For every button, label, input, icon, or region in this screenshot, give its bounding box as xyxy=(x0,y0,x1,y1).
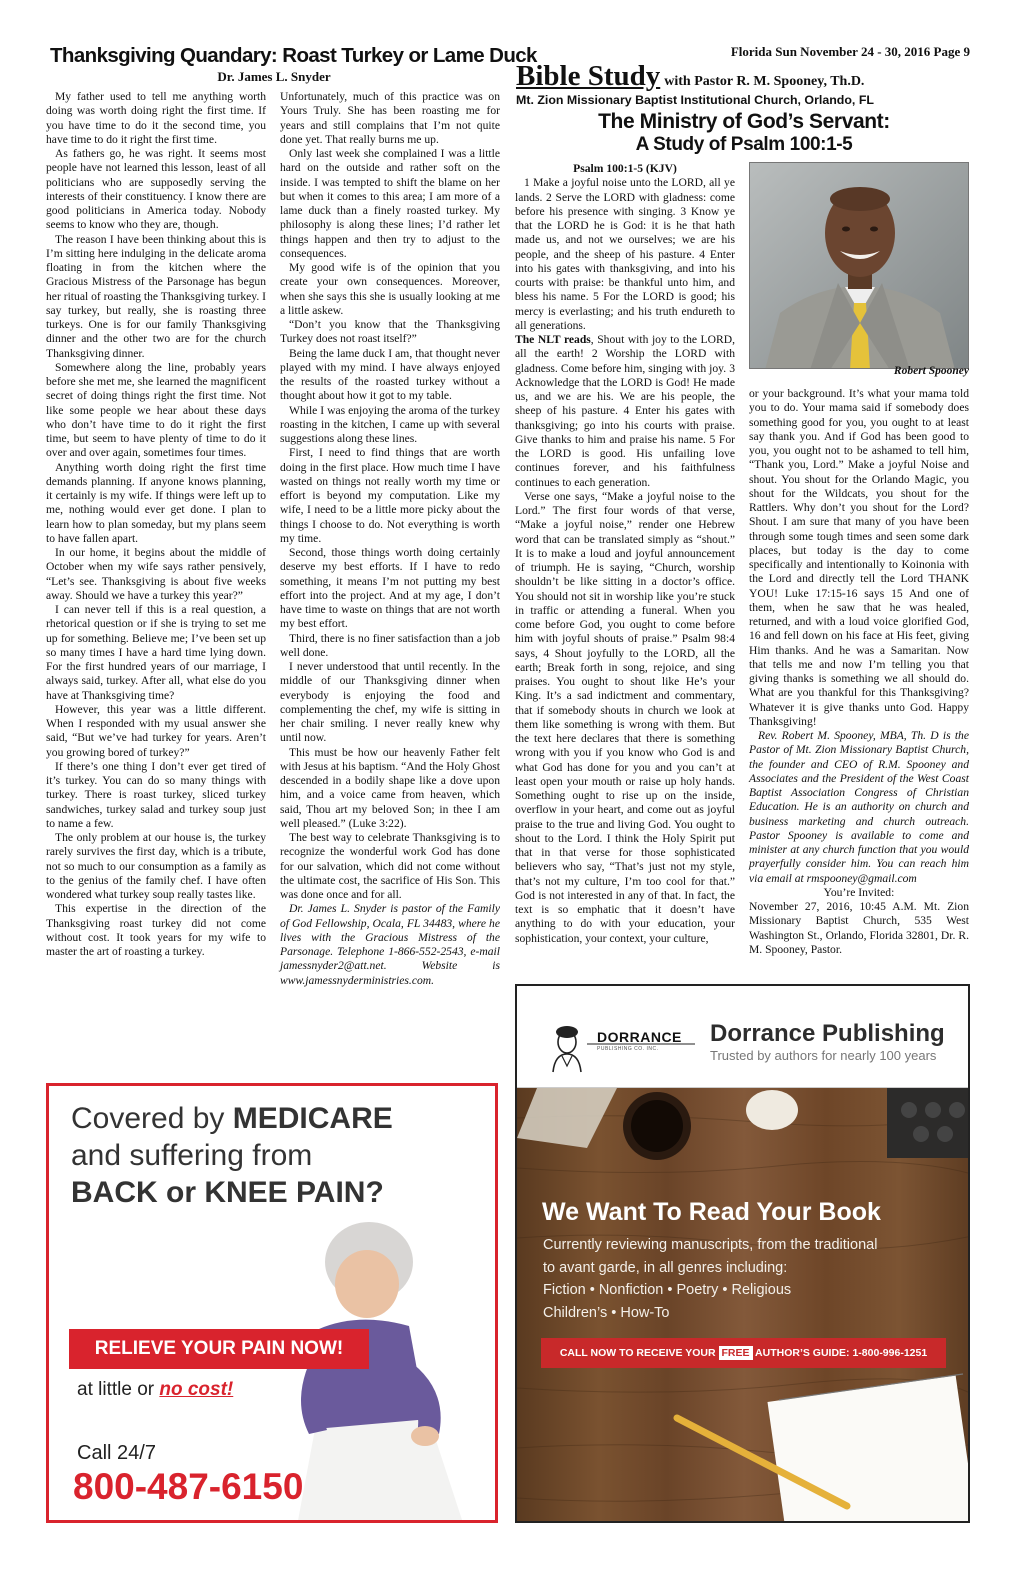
photo-caption: Robert Spooney xyxy=(893,365,969,377)
dorrance-header xyxy=(517,986,970,1088)
medicare-line-2: and suffering from xyxy=(71,1139,313,1172)
paragraph: Being the lame duck I am, that thought never played with my mind. I have always enjoyed the results of the roasted turkey without a thought about how it got to my table. xyxy=(280,346,500,403)
paragraph: “Don’t you know that the Thanksgiving Turkey does not roast itself?” xyxy=(280,318,500,346)
paragraph: The only problem at our house is, the turkey rarely survives the first day, which is a tribute, not so much to our consumption as a family as to the genius of the family chef. I have often wondered what turkey soup really tastes like. xyxy=(46,831,266,901)
article-byline: Dr. James L. Snyder xyxy=(217,69,331,84)
medicare-phone-number[interactable]: 800-487-6150 xyxy=(73,1466,304,1507)
pastor-portrait-image xyxy=(750,163,969,369)
paragraph: I never understood that until recently. In the middle of our Thanksgiving dinner when everybody is enjoying the food and complementing the chef, my wife is sitting in her chair smiling. I never really knew why until now. xyxy=(280,660,500,745)
dorrance-body-line: Children’s • How-To xyxy=(543,1304,670,1321)
ministry-title: The Ministry of God’s Servant: xyxy=(598,110,890,133)
dorrance-body-line: to avant garde, in all genres including: xyxy=(543,1259,788,1276)
bible-study-heading xyxy=(516,60,976,93)
bible-study-with: with Pastor R. M. Spooney, Th.D. xyxy=(664,74,865,89)
page-masthead: Florida Sun November 24 - 30, 2016 Page 9 xyxy=(730,44,970,59)
pastor-photo xyxy=(749,162,969,369)
dorrance-ad[interactable] xyxy=(515,984,970,1523)
article-column-2 xyxy=(280,90,500,988)
paragraph: Anything worth doing right the first time demands planning. If anyone knows planning, it certainly is my wife. If things were left up to me, nothing would ever get done. I plan to learn how to plan someday, but my plans seem to have fallen apart. xyxy=(46,460,266,545)
paragraph: As fathers go, he was right. It seems most people have not learned this lesson, least of all politicians who are supposedly serving the interests of their constituency. I know there are good politicians in America today. Nobody seems to know who they are, though. xyxy=(46,147,266,232)
paragraph: My father used to tell me anything worth doing was worth doing right the first time. If you have time to do it the second time, you have time to do it right the first time. xyxy=(46,90,266,146)
paragraph: or your background. It’s what your mama told you to do. Your mama said if somebody does something good for you, you ought to at least say thank you. And if God has been good to you, you ought not to be ashamed to tell him, “Thank you, Lord.” Make a joyful Noise and shout. You shout for the Orlando Magic, you shout for the Wildcats, you shout for the Rattlers. Why don’t you shout for the Lord? Shout. I am sure that many of you have been through some tough times and seen some dark places, but today is the day to come specifically and intentionally to Koinonia with the Lord and directly tell the Lord THANK YOU! Luke 17:15-16 says 15 And one of them, when he saw that he was healed, returned, and with a loud voice glorified God, 16 and fell down on his face at His feet, giving Him thanks. And he was a Samaritan. Now that tells me and now I’m telling you that giving thanks is something we all should do. What are you thankful for this Thanksgiving? Whatever it is give thanks unto God. Happy Thanksgiving! xyxy=(749,387,969,728)
invite-text: November 27, 2016, 10:45 A.M. Mt. Zion Missionary Baptist Church, 535 West Washington St., Orlando, Florida 32801, Dr. R. M. Spooney, Pastor. xyxy=(749,900,969,956)
dorrance-body xyxy=(543,1234,953,1324)
paragraph: The best way to celebrate Thanksgiving is to recognize the wonderful work God has done for our salvation, which did not come without the ultimate cost, the sacrifice of His Son. This was done once and for all. xyxy=(280,831,500,901)
dorrance-name: Dorrance Publishing xyxy=(710,1020,945,1047)
dorrance-logo-text: DORRANCE xyxy=(597,1029,682,1045)
church-line: Mt. Zion Missionary Baptist Institutional Church, Orlando, FL xyxy=(516,93,874,107)
call-text: Call 24/7 xyxy=(77,1442,156,1464)
free-badge: FREE xyxy=(719,1346,753,1360)
dorrance-call-banner[interactable]: CALL NOW TO RECEIVE YOUR FREE AUTHOR’S GUIDE: 1-800-996-1251 xyxy=(541,1338,946,1368)
paragraph: This must be how our heavenly Father felt with Jesus at his baptism. “And the Holy Ghost descended in a bodily shape like a dove upon him, and a voice came from heaven, which said, Thou art my beloved Son; in thee I am well pleased.” (Luke 3:22). xyxy=(280,745,500,830)
medicare-ad[interactable] xyxy=(46,1083,498,1523)
paragraph xyxy=(515,333,735,490)
dorrance-body-line: Fiction • Nonfiction • Poetry • Religious xyxy=(543,1282,792,1298)
paragraph: Verse one says, “Make a joyful noise to the Lord.” The first four words of that verse, “Make a joyful noise,” render one Hebrew word that can be translated simply as “shout.” It is to make a loud and joyful announcement of triumph. He is saying, “Church, worship shouldn’t be like sitting in a doctor’s office. You should not sit in worship like you’re stuck in traffic or attending a funeral. When you come before God, you ought to come before him with joyful shouts of praise.” Psalm 98:4 says, 4 Shout joyfully to the LORD, all the earth; Break forth in song, rejoice, and sing praises. You ought to shout like He’s your King. It’s a sad indictment and commentary, that if somebody shouts in church we look at them like something is wrong with them. But the text here declares that there is something wrong with you if you know who God is and what God has done for you and you can’t at least open your mouth or raise up holy hands. Something ought to rise up on the inside, overflow in your heart, and come out as joyful praise to the true and living God. You ought to shout to the Lord. I think the Holy Spirit put that in that verse for those sophisticated believers who say, “That’s just not my style, that’s not my culture, I’m too cool for that.” God is not interested in any of that. In fact, the text is so emphatic that it doesn’t have anything to do with your education, your sophistication, your context, your culture, xyxy=(515,489,735,945)
nlt-label: The NLT reads xyxy=(515,333,591,346)
paragraph: Only last week she complained I was a little hard on the outside and rather soft on the inside. I was tempted to shift the blame on her but when it comes to this area; I am more of a lame duck than a finely roasted turkey. My philosophy is along these lines; I’d rather let things happen and then try to adjust to the consequences. xyxy=(280,147,500,260)
psalm-heading: Psalm 100:1-5 (KJV) xyxy=(573,162,677,175)
wood-background xyxy=(517,1088,970,1523)
nlt-text: , Shout with joy to the LORD, all the earth! 2 Worship the LORD with gladness. Come before him, singing with joy. 3 Acknowledge that the LORD is God! He made us, and we are his. We are his people, the sheep of his pasture. 4 Enter his gates with thanksgiving; go into his courts with praise. Give thanks to him and praise his name. 5 For the LORD is good. His unfailing love continues forever, and his faithfulness continues to each generation. xyxy=(515,333,735,489)
invite-heading: You’re Invited: xyxy=(823,885,895,899)
paragraph: My good wife is of the opinion that you create your own consequences. Moreover, when she says this she is usually looking at me a little askew. xyxy=(280,261,500,317)
dorrance-headline: We Want To Read Your Book xyxy=(542,1198,881,1226)
paragraph: Third, there is no finer satisfaction than a job well done. xyxy=(280,631,500,659)
paragraph: The reason I have been thinking about this is I’m sitting here indulging in the delicate aroma floating in from the kitchen where the Gracious Mistress of the Parsonage has begun her ritual of roasting the Thanksgiving turkey. I say turkey, but really, she is roasting three turkeys. One is for our family Thanksgiving dinner and the other two are for the church Thanksgiving dinner. xyxy=(46,232,266,360)
paragraph: I can never tell if this is a real question, a rhetorical question or if she is trying to set me up for something. Believe me; I’ve been set up so many times I have a hard time lying down. For the first hundred years of our marriage, I always said, turkey. After all, what else do you have at Thanksgiving time? xyxy=(46,603,266,702)
bible-study-title: Bible Study xyxy=(516,60,661,92)
paragraph: Unfortunately, much of this practice was on Yours Truly. She has been roasting me for years and still complains that I’m not quite done yet. That really burns me up. xyxy=(280,90,500,146)
medicare-headline xyxy=(71,1100,491,1211)
little-cost-text: at little or no cost! xyxy=(77,1379,234,1400)
bible-study-column-1 xyxy=(515,162,735,946)
article-title: Thanksgiving Quandary: Roast Turkey or Lame Duck xyxy=(50,44,537,67)
dorrance-tagline: Trusted by authors for nearly 100 years xyxy=(710,1048,937,1063)
paragraph: If there’s one thing I don’t ever get tired of it’s turkey. You can do so many things with turkey. There is roast turkey, sliced turkey sandwiches, turkey salad and turkey soup just to name a few. xyxy=(46,759,266,830)
relieve-pain-banner: RELIEVE YOUR PAIN NOW! xyxy=(69,1329,369,1369)
author-bio: Rev. Robert M. Spooney, MBA, Th. D is the Pastor of Mt. Zion Missionary Baptist Church, the founder and CEO of R.M. Spooney and Associates and the President of the West Coast Baptist Association Congress of Christian Education. He is an authority on church and business marketing and church outreach. Pastor Spooney is available to come and minister at any church function that you would prayerfully consider him. You can reach him via email at rmspooney@gmail.com xyxy=(749,729,969,885)
medicare-line-1: Covered by MEDICARE xyxy=(71,1102,393,1135)
article-column-1 xyxy=(46,90,266,959)
paragraph: While I was enjoying the aroma of the turkey roasting in the kitchen, I came up with several suggestions along these lines. xyxy=(280,403,500,445)
author-bio: Dr. James L. Snyder is pastor of the Family of God Fellowship, Ocala, FL 34483, where he lives with the Gracious Mistress of the Parsonage. Telephone 1-866-552-2543, e-mail jamessnyder2@att.net. Website is www.jamessnyderministries.com. xyxy=(280,902,500,987)
paragraph: 1 Make a joyful noise unto the LORD, all ye lands. 2 Serve the LORD with gladness: come before his presence with singing. 3 Know ye that the LORD he is God: it is he that hath made us, and not we ourselves; we are his people, and the sheep of his pasture. 4 Enter into his gates with thanksgiving, and into his courts with praise: be thankful unto him, and bless his name. 5 For the LORD is good; his mercy is everlasting; and his truth endureth to all generations. xyxy=(515,176,735,332)
dorrance-body-line: Currently reviewing manuscripts, from the traditional xyxy=(543,1237,878,1253)
ministry-subtitle: A Study of Psalm 100:1-5 xyxy=(635,134,853,155)
paragraph: Second, those things worth doing certainly deserve my best efforts. If I have to redo something, it means I’m not putting my best effort into the project. And at my age, I don’t have time to waste on things that are not worth my best effort. xyxy=(280,546,500,631)
paragraph: However, this year was a little different. When I responded with my usual answer she said, “But we’ve had turkey for years. Aren’t you growing bored of turkey?” xyxy=(46,702,266,759)
paragraph: This expertise in the direction of the Thanksgiving roast turkey did not come without cost. It took years for my wife to master the art of roasting a turkey. xyxy=(46,902,266,958)
dorrance-logo-subtext: PUBLISHING CO. INC. xyxy=(597,1046,659,1052)
bible-study-column-2 xyxy=(749,387,969,957)
paragraph: Somewhere along the line, probably years before she met me, she learned the magnificent secret of doing things right the first time. Not like some people we hear about these days who don’t have time to do it right the first time, but seem to have plenty of time to do it over and over again, sometimes four times. xyxy=(46,360,266,460)
paragraph: First, I need to find things that are worth doing in the first place. How much time I have wasted on things not really worth my time or effort is beyond my computation. Like my wife, I need to be a little more picky about the things I choose to do. Not everything is worth my time. xyxy=(280,446,500,545)
medicare-line-3: BACK or KNEE PAIN? xyxy=(71,1176,384,1209)
paragraph: In our home, it begins about the middle of October when my wife says rather pensively, “Let’s see. Thanksgiving is about five weeks away. Should we have a turkey this year?” xyxy=(46,546,266,602)
